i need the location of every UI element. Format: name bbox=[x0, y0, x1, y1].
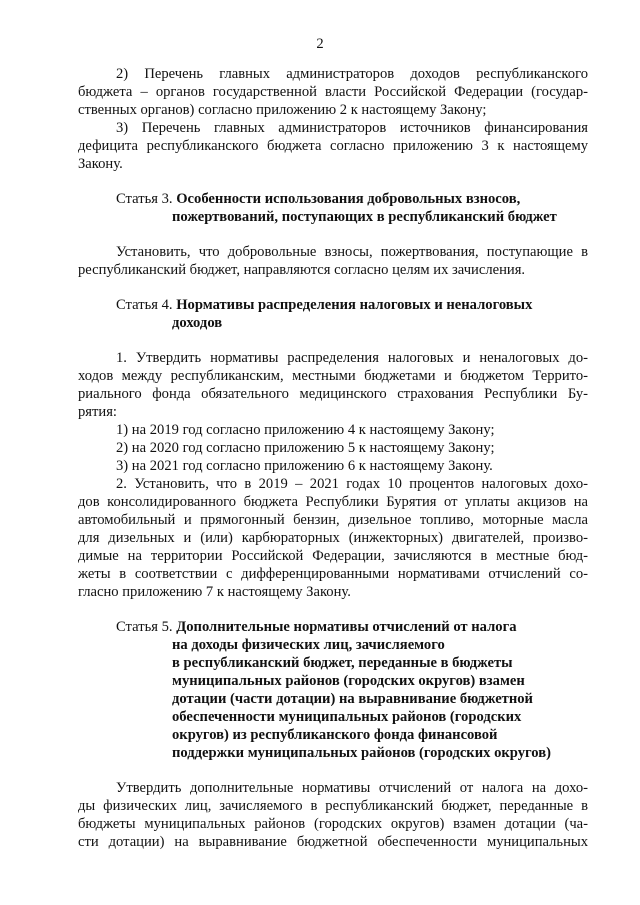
list-item-2-line-3: ственных органов) согласно приложению 2 к настоящему Закону; bbox=[78, 102, 487, 118]
article-5-body-line: ды физических лиц, зачисляемого в республиканский бюджет, переданные в bbox=[78, 798, 588, 814]
article-4-title-line-2: доходов bbox=[172, 315, 223, 331]
list-item-3-line-3: Закону. bbox=[78, 156, 123, 172]
article-5-body-line: Утвердить дополнительные нормативы отчислений от налога на дохо- bbox=[116, 780, 588, 796]
list-item-2-line-2: бюджета – органов государственной власти Российской Федерации (государ- bbox=[78, 84, 588, 100]
article-5-title-line-1: Дополнительные нормативы отчислений от налога bbox=[176, 619, 517, 635]
article-4-label: Статья 4. bbox=[116, 297, 173, 313]
article-5-title-line: поддержки муниципальных районов (городских округов) bbox=[172, 745, 551, 761]
article-3-label: Статья 3. bbox=[116, 191, 173, 207]
list-item-3-line-2: дефицита республиканского бюджета согласно приложению 3 к настоящему bbox=[78, 138, 588, 154]
article-5-body-line: бюджеты муниципальных районов (городских округов) взамен дотации (ча- bbox=[78, 816, 588, 832]
article-4-body-line: 1. Утвердить нормативы распределения налоговых и неналоговых до- bbox=[116, 350, 588, 366]
page-number: 2 bbox=[316, 36, 324, 52]
article-4-body-line: дов консолидированного бюджета Республики Бурятия от уплаты акцизов на bbox=[78, 494, 588, 510]
article-4-body-line: 2. Установить, что в 2019 – 2021 годах 10 процентов налоговых дохо- bbox=[116, 476, 588, 492]
article-5-title-line: в республиканский бюджет, переданные в бюджеты bbox=[172, 655, 513, 671]
article-4-year-2021: 3) на 2021 год согласно приложению 6 к настоящему Закону. bbox=[116, 458, 493, 474]
article-3-title-line-2: пожертвований, поступающих в республиканский бюджет bbox=[172, 209, 557, 225]
article-4-year-2020: 2) на 2020 год согласно приложению 5 к настоящему Закону; bbox=[116, 440, 495, 456]
article-5-title-line: муниципальных районов (городских округов) взамен bbox=[172, 673, 525, 689]
article-4-body-line: гласно приложению 7 к настоящему Закону. bbox=[78, 584, 351, 600]
article-4-body-line: жеты в соответствии с дифференцированными нормативами отчислений со- bbox=[78, 566, 588, 582]
article-4-body-line: ходов между республиканским, местными бюджетами и бюджетом Террито- bbox=[78, 368, 588, 384]
article-5-title-line: дотации (части дотации) на выравнивание бюджетной bbox=[172, 691, 533, 707]
article-4-body-line: димые на территории Российской Федерации, зачисляются в местные бюд- bbox=[78, 548, 588, 564]
article-5-title-line: округов) из республиканского фонда финансовой bbox=[172, 727, 498, 743]
article-4-title-line-1: Нормативы распределения налоговых и неналоговых bbox=[176, 297, 533, 313]
article-3-body-line-2: республиканский бюджет, направляются согласно целям их зачисления. bbox=[78, 262, 526, 278]
article-5-title-line: обеспеченности муниципальных районов (городских bbox=[172, 709, 522, 725]
article-3-body-line-1: Установить, что добровольные взносы, пожертвования, поступающие в bbox=[116, 244, 588, 260]
article-4-year-2019: 1) на 2019 год согласно приложению 4 к настоящему Закону; bbox=[116, 422, 495, 438]
article-4-heading bbox=[116, 297, 532, 315]
article-4-body-line: риального фонда обязательного медицинского страхования Республики Бу- bbox=[78, 386, 588, 402]
article-4-body-line: автомобильный и прямогонный бензин, дизельное топливо, моторные масла bbox=[78, 512, 588, 528]
article-5-body-line: сти дотации) на выравнивание бюджетной обеспеченности муниципальных bbox=[78, 834, 588, 850]
article-5-title-line: на доходы физических лиц, зачисляемого bbox=[172, 637, 445, 653]
article-3-heading bbox=[116, 191, 520, 209]
article-3-title-line-1: Особенности использования добровольных взносов, bbox=[176, 191, 521, 207]
list-item-3-line-1: 3) Перечень главных администраторов источников финансирования bbox=[116, 120, 588, 136]
article-4-body-line: для дизельных и (или) карбюраторных (инжекторных) двигателей, произво- bbox=[78, 530, 588, 546]
article-5-label: Статья 5. bbox=[116, 619, 173, 635]
list-item-2-line-1: 2) Перечень главных администраторов доходов республиканского bbox=[116, 66, 588, 82]
article-4-body-line: рятия: bbox=[78, 404, 117, 420]
article-5-heading bbox=[116, 619, 517, 637]
